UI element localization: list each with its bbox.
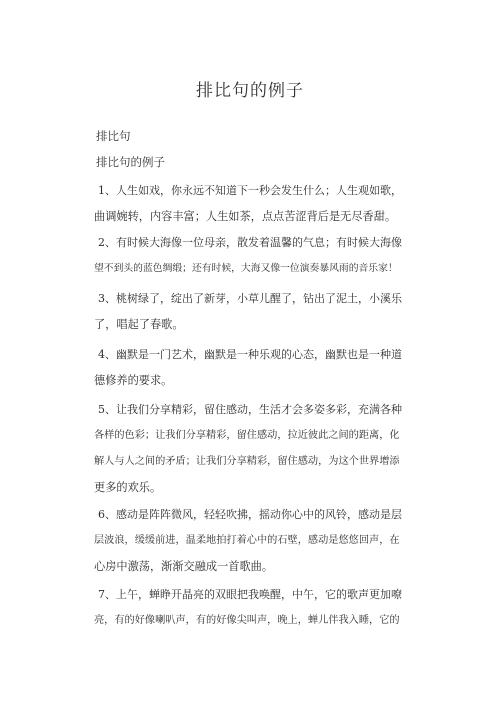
- paragraph-line: 了，唱起了春歌。: [94, 318, 184, 331]
- paragraph-6: [94, 502, 402, 580]
- document-title: 排比句的例子: [196, 81, 304, 101]
- paragraph-line: 1、人生如戏，你永远不知道下一秒会发生什么；人生观如歌，: [98, 184, 402, 197]
- section-label: 排比句: [96, 129, 131, 143]
- paragraph-7: [94, 582, 402, 634]
- paragraph-line: 5、让我们分享精彩，留住感动，生活才会多姿多彩，充满各种: [98, 403, 402, 416]
- paragraph-line: 亮，有的好像喇叭声，有的好像尖叫声，晚上，蝉儿伴我入睡，它的: [94, 615, 400, 626]
- paragraph-line: 7、上午，蝉睁开晶亮的双眼把我唤醒，中午，它的歌声更加嘹: [98, 588, 402, 601]
- paragraph-line: 曲调婉转，内容丰富；人生如茶，点点苦涩背后是无尽香甜。: [94, 210, 397, 223]
- paragraph-1: [94, 178, 402, 230]
- paragraph-line: 3、桃树绿了，绽出了新芽，小草儿醒了，钻出了泥土，小溪乐: [98, 292, 402, 305]
- paragraph-line: 更多的欢乐。: [94, 481, 162, 494]
- paragraph-line: 心房中激荡，渐渐交融成一首歌曲。: [94, 560, 274, 573]
- paragraph-4: [94, 342, 402, 394]
- paragraph-line: 望不到头的蓝色绸缎；还有时候，大海又像一位演奏暴风雨的音乐家！: [94, 263, 398, 274]
- paragraph-line: 2、有时候大海像一位母亲，散发着温馨的气息；有时候大海像: [98, 236, 402, 249]
- paragraph-line: 4、幽默是一门艺术，幽默是一种乐观的心态，幽默也是一种道: [98, 348, 402, 361]
- paragraph-line: 各样的色彩；让我们分享精彩，留住感动，拉近彼此之间的距离，化: [94, 430, 400, 441]
- paragraph-line: 6、感动是阵阵微风，轻轻吹拂，摇动你心中的风铃，感动是层: [98, 508, 402, 521]
- paragraph-3: [94, 286, 402, 338]
- paragraph-line: 层波浪，缓缓前进，温柔地拍打着心中的石壁，感动是悠悠回声，在: [94, 535, 400, 546]
- paragraph-2: [94, 230, 402, 282]
- subsection-label: 排比句的例子: [96, 155, 165, 169]
- paragraph-5: [94, 397, 402, 501]
- paragraph-line: 德修养的要求。: [94, 374, 173, 387]
- paragraph-line: 解人与人之间的矛盾；让我们分享精彩，留住感动，为这个世界增添: [94, 456, 400, 467]
